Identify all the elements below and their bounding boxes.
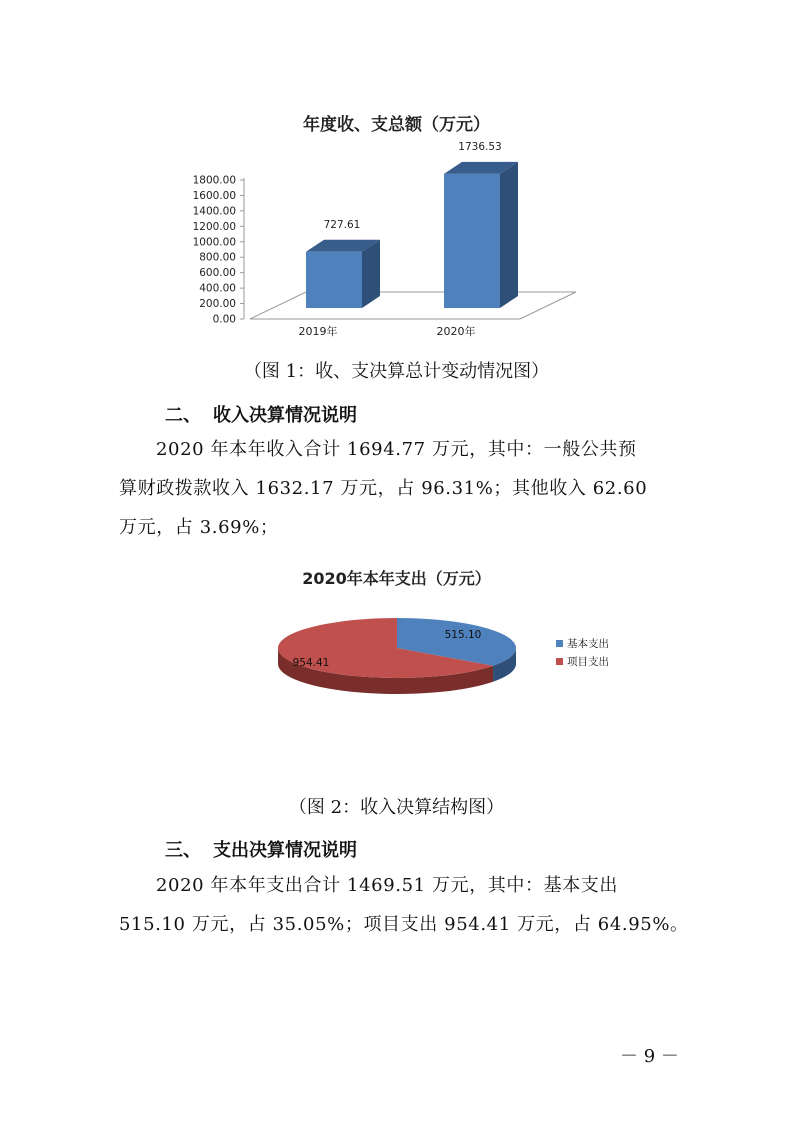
- y-tick-label: 600.00: [199, 267, 236, 280]
- legend-swatch: [556, 640, 563, 647]
- bar-value-label: 727.61: [323, 218, 361, 231]
- chart1-title: 年度收、支总额（万元）: [303, 115, 490, 135]
- y-tick-label: 1800.00: [192, 174, 236, 187]
- bar: [444, 162, 518, 308]
- y-tick-label: 1200.00: [192, 220, 236, 233]
- bar-side: [362, 240, 380, 308]
- legend-swatch: [556, 658, 563, 665]
- pie-chart: [0, 600, 793, 730]
- section2-line: 2020 年本年收入合计 1694.77 万元，其中：一般公共预: [156, 439, 637, 460]
- y-tick-label: 1400.00: [192, 205, 236, 218]
- y-tick-label: 1000.00: [192, 236, 236, 249]
- section3-title: 支出决算情况说明: [213, 840, 357, 861]
- y-tick-label: 1600.00: [192, 189, 236, 202]
- y-tick-label: 0.00: [212, 313, 236, 326]
- pie-value-label: 954.41: [292, 657, 330, 669]
- chart2-title: 2020年本年支出（万元）: [302, 569, 491, 588]
- chart2-caption: （图 2：收入决算结构图）: [288, 797, 505, 818]
- bar-value-label: 1736.53: [458, 140, 502, 153]
- legend-label: 项目支出: [567, 656, 609, 668]
- section3-line: 515.10 万元，占 35.05%；项目支出 954.41 万元，占 64.95%。: [119, 914, 689, 935]
- section3-line: 2020 年本年支出合计 1469.51 万元，其中：基本支出: [156, 875, 619, 896]
- bar-front: [444, 174, 500, 308]
- bar-chart: [0, 140, 793, 390]
- x-tick-label: 2020年: [436, 325, 476, 338]
- section2-heading: [165, 401, 357, 427]
- y-tick-label: 200.00: [199, 298, 236, 311]
- pie-value-label: 515.10: [444, 629, 482, 641]
- section2-paragraph: [119, 430, 679, 547]
- section2-title: 收入决算情况说明: [213, 405, 357, 426]
- y-tick-label: 400.00: [199, 282, 236, 295]
- chart-floor: [250, 292, 576, 319]
- x-tick-label: 2019年: [298, 325, 338, 338]
- section2-line: 算财政拨款收入 1632.17 万元，占 96.31%；其他收入 62.60: [119, 478, 648, 499]
- section3-paragraph: [119, 866, 689, 944]
- page-number: － 9 －: [620, 1046, 679, 1067]
- section3-heading: [165, 836, 357, 862]
- section2-number: 二、: [165, 405, 201, 426]
- bar: [306, 240, 380, 308]
- bar-side: [500, 162, 518, 308]
- legend-label: 基本支出: [567, 638, 609, 650]
- y-tick-label: 800.00: [199, 251, 236, 264]
- chart1-caption: （图 1：收、支决算总计变动情况图）: [243, 361, 550, 382]
- bar-front: [306, 252, 362, 308]
- section3-number: 三、: [165, 840, 201, 861]
- section2-line: 万元，占 3.69%；: [119, 517, 279, 538]
